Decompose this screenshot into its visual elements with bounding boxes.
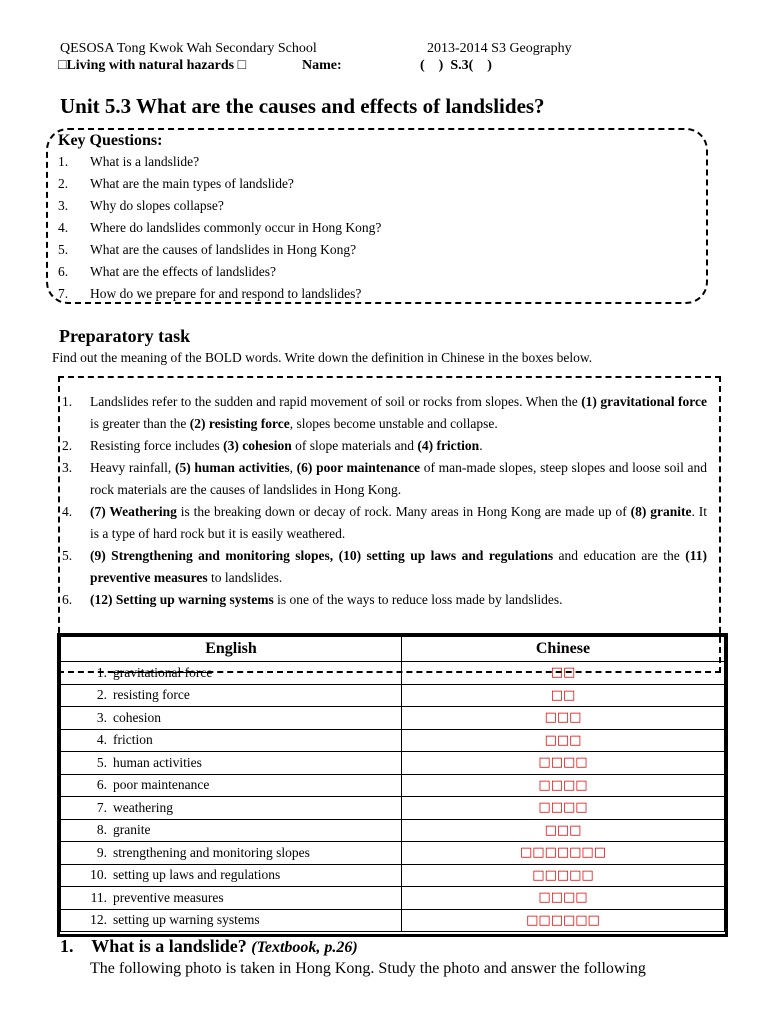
vocab-num: 10. [90,867,107,883]
question-1-heading [60,936,358,957]
task-fragment: Heavy rainfall, [90,460,175,475]
key-question-num: 4. [58,220,69,235]
task-text [90,589,707,611]
bold-term: (7) Weathering [90,504,177,519]
task-fragment: is one of the ways to reduce loss made by landslides. [273,592,563,607]
task-list [62,391,707,611]
task-fragment: is greater than the [90,416,190,431]
vocab-num: 7. [96,799,107,815]
vocab-english-cell [61,729,402,752]
vocab-num: 9. [96,844,107,860]
task-fragment: of slope materials and [291,438,418,453]
question-1-text: The following photo is taken in Hong Kong. Study the photo and answer the following [90,960,646,977]
question-1-num: 1. [60,936,74,956]
key-question-num: 3. [58,198,69,213]
task-item [62,435,707,457]
task-item [62,391,707,435]
class-label: ( ) S.3( ) [420,58,492,73]
vocab-num: 6. [96,777,107,793]
key-question-item [58,151,698,173]
vocab-table [60,636,725,932]
task-fragment: Landslides refer to the sudden and rapid movement of soil or rocks from slopes. When the [90,394,582,409]
school-name: QESOSA Tong Kwok Wah Secondary School [60,41,317,56]
vocab-english-term: strengthening and monitoring slopes [113,844,310,860]
vocab-chinese-cell: □□□□ [402,752,725,775]
task-item [62,501,707,545]
task-fragment: and education are the [553,548,686,563]
key-question-text: Why do slopes collapse? [90,198,224,213]
task-text [90,391,707,435]
task-text [90,545,707,589]
task-fragment: to landslides. [207,570,283,585]
vocab-row [61,819,725,842]
bold-term: (11) preventive measures [90,548,707,585]
bold-term: (5) human activities [174,460,290,475]
bold-term: (4) friction [417,438,480,453]
vocab-num: 5. [96,754,107,770]
vocab-chinese-cell: □□□□□□ [402,909,725,932]
vocab-english-cell [61,707,402,730]
task-num: 3. [62,460,73,475]
vocab-num: 12. [90,912,107,928]
key-question-text: What are the causes of landslides in Hong Kong? [90,242,357,257]
vocab-chinese-cell: □□ [402,662,725,685]
task-text [90,501,707,545]
key-question-num: 5. [58,242,69,257]
task-item [62,589,707,611]
topic-label: □Living with natural hazards □ [58,58,247,73]
vocab-chinese-cell: □□ [402,684,725,707]
bold-term: (12) Setting up warning systems [90,592,274,607]
vocab-row [61,887,725,910]
task-item [62,545,707,589]
bold-term: (6) poor maintenance [296,460,421,475]
vocab-num: 3. [96,709,107,725]
key-question-text: What are the main types of landslide? [90,176,294,191]
key-question-item [58,195,698,217]
task-fragment: , [289,460,297,475]
key-questions-list [58,151,698,305]
vocab-english-term: granite [113,822,151,838]
key-question-num: 7. [58,286,69,301]
key-question-num: 1. [58,154,69,169]
task-fragment: , slopes become unstable and collapse. [289,416,498,431]
vocab-row [61,729,725,752]
vocab-row [61,797,725,820]
task-fragment: . [479,438,483,453]
key-question-item [58,239,698,261]
vocab-english-cell [61,864,402,887]
key-question-item [58,261,698,283]
vocab-num: 8. [96,822,107,838]
name-label: Name: [302,58,342,73]
vocab-num: 4. [96,732,107,748]
bold-term: (9) Strengthening and monitoring slopes, (10) setting up laws and regulations [90,548,554,563]
vocab-english-term: human activities [113,754,202,770]
vocab-chinese-cell: □□□ [402,729,725,752]
task-num: 4. [62,504,73,519]
task-fragment: Resisting force includes [90,438,224,453]
vocab-header-row [61,637,725,662]
vocab-row [61,909,725,932]
vocab-chinese-cell: □□□□ [402,797,725,820]
task-text [90,457,707,501]
vocab-row [61,662,725,685]
vocab-chinese-cell: □□□□ [402,887,725,910]
vocab-chinese-cell: □□□□□ [402,864,725,887]
vocab-english-term: weathering [113,799,173,815]
task-text [90,435,707,457]
bold-term: (8) granite [630,504,692,519]
vocab-english-term: resisting force [113,687,190,703]
vocab-english-term: preventive measures [113,889,224,905]
vocab-english-term: poor maintenance [113,777,210,793]
vocab-english-cell [61,842,402,865]
vocab-english-cell [61,909,402,932]
vocab-chinese-cell: □□□□ [402,774,725,797]
vocab-num: 11. [90,889,107,905]
bold-term: (3) cohesion [223,438,292,453]
key-question-item [58,283,698,305]
preparatory-title: Preparatory task [59,326,191,346]
vocab-chinese-cell: □□□ [402,819,725,842]
vocab-row [61,684,725,707]
vocab-english-cell [61,774,402,797]
bold-term: (2) resisting force [189,416,290,431]
key-question-num: 6. [58,264,69,279]
key-question-num: 2. [58,176,69,191]
task-num: 2. [62,438,73,453]
vocab-english-term: gravitational force [113,664,213,680]
key-question-text: How do we prepare for and respond to landslides? [90,286,362,301]
key-question-text: What are the effects of landslides? [90,264,277,279]
vocab-chinese-cell: □□□ [402,707,725,730]
vocab-row [61,707,725,730]
vocab-english-cell [61,662,402,685]
vocab-row [61,864,725,887]
bold-term: (1) gravitational force [581,394,707,409]
task-fragment: is the breaking down or decay of rock. Many areas in Hong Kong are made up of [176,504,631,519]
vocab-chinese-cell: □□□□□□□ [402,842,725,865]
task-item [62,457,707,501]
vocab-num: 1. [96,664,107,680]
vocab-english-term: friction [113,732,153,748]
question-1-title: What is a landslide? [91,936,247,956]
unit-title: Unit 5.3 What are the causes and effects of landslides? [60,94,545,118]
vocab-english-cell [61,684,402,707]
key-question-text: Where do landslides commonly occur in Hong Kong? [90,220,382,235]
key-question-text: What is a landslide? [90,154,200,169]
vocab-english-term: setting up warning systems [113,912,260,928]
key-question-item [58,217,698,239]
task-num: 6. [62,592,73,607]
vocab-row [61,774,725,797]
vocab-english-cell [61,752,402,775]
header-chinese: Chinese [402,637,725,662]
header-english: English [61,637,402,662]
preparatory-instruction: Find out the meaning of the BOLD words. Write down the definition in Chinese in the boxes below. [52,350,593,365]
vocab-num: 2. [96,687,107,703]
vocab-row [61,842,725,865]
question-1-ref: (Textbook, p.26) [251,939,358,956]
vocab-row [61,752,725,775]
vocab-english-cell [61,797,402,820]
vocab-english-term: cohesion [113,709,161,725]
key-question-item [58,173,698,195]
task-fragment: . It is a type of hard rock but it is easily weathered. [90,504,707,541]
vocab-english-cell [61,887,402,910]
year-subject: 2013-2014 S3 Geography [427,41,572,56]
key-questions-title: Key Questions: [58,132,163,149]
task-num: 5. [62,548,73,563]
vocab-english-cell [61,819,402,842]
task-fragment: of man-made slopes, steep slopes and loose soil and rock materials are the causes of landslides in Hong Kong. [90,460,707,497]
vocab-english-term: setting up laws and regulations [113,867,281,883]
task-num: 1. [62,394,73,409]
